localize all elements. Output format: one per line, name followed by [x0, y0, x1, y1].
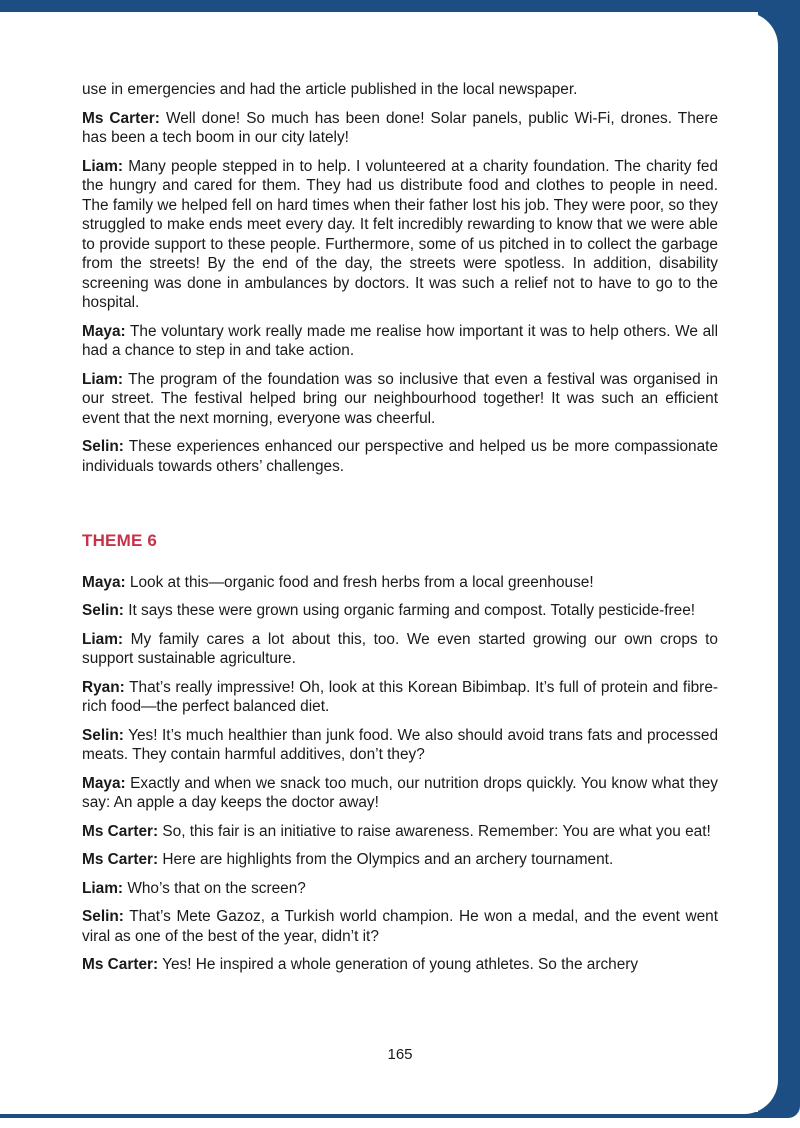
dialogue-text: That’s Mete Gazoz, a Turkish world champion. He won a medal, and the event went viral as one of the best of the year, didn’t it? — [82, 908, 718, 945]
page-content — [82, 80, 718, 984]
speaker-name: Liam: — [82, 879, 124, 897]
speaker-name: Ms Carter: — [82, 109, 160, 127]
theme-heading: THEME 6 — [82, 531, 158, 550]
speaker-name: Ms Carter: — [82, 822, 159, 840]
dialogue-line — [82, 109, 718, 148]
dialogue-line — [82, 573, 718, 593]
dialogue-line — [82, 774, 718, 813]
speaker-name: Selin: — [82, 602, 124, 619]
dialogue-text: It says these were grown using organic farming and compost. Totally pesticide-free! — [128, 602, 696, 619]
dialogue-text: My family cares a lot about this, too. We even started growing our own crops to support sustainable agriculture. — [82, 630, 718, 667]
dialogue-text: That’s really impressive! Oh, look at this Korean Bibimbap. It’s full of protein and fibre-rich food—the perfect balanced diet. — [82, 678, 718, 715]
dialogue-line — [82, 726, 718, 765]
dialogue-text: Yes! He inspired a whole generation of young athletes. So the archery — [162, 956, 639, 973]
speaker-name: Liam: — [82, 370, 124, 388]
speaker-name: Ryan: — [82, 678, 125, 696]
dialogue-text: Look at this—organic food and fresh herbs from a local greenhouse! — [129, 573, 594, 591]
dialogue-line — [82, 370, 718, 429]
speaker-name: Selin: — [82, 908, 124, 925]
speaker-name: Liam: — [82, 630, 124, 648]
speaker-name: Selin: — [82, 438, 124, 455]
dialogue-text: Well done! So much has been done! Solar panels, public Wi-Fi, drones. There has been a tech boom in our city lately! — [82, 109, 719, 146]
dialogue-text: Many people stepped in to help. I volunteered at a charity foundation. The charity fed the hungry and cared for them. They had us distribute food and clothes to people in need. The family we helped fell on hard times when their father lost his job. They were poor, so they struggled to make ends meet every day. It felt incredibly rewarding to know that we were able to provide support to these people. Furthermore, some of us pitched in to collect the garbage from the streets! By the end of the day, the streets were spotless. In addition, disability screening was done in ambulances by doctors. It was such a relief not to have to go to the hospital. — [82, 157, 718, 311]
dialogue-text: use in emergencies and had the article published in the local newspaper. — [82, 81, 578, 98]
page-frame-top — [0, 0, 800, 12]
dialogue-text: So, this fair is an initiative to raise awareness. Remember: You are what you eat! — [162, 822, 711, 840]
dialogue-text: Here are highlights from the Olympics and an archery tournament. — [162, 851, 614, 868]
dialogue-line — [82, 630, 718, 669]
dialogue-line — [82, 822, 718, 842]
speaker-name: Maya: — [82, 774, 126, 792]
dialogue-line — [82, 601, 718, 621]
dialogue-line — [82, 850, 718, 870]
dialogue-line — [82, 879, 718, 899]
page-number: 165 — [387, 1046, 413, 1063]
dialogue-line — [82, 322, 718, 361]
dialogue-line — [82, 80, 718, 100]
dialogue-line — [82, 907, 718, 946]
dialogue-text: The program of the foundation was so inclusive that even a festival was organised in our street. The festival helped bring our neighbourhood together! It was such an efficient event that the next morning, everyone was cheerful. — [82, 370, 718, 427]
dialogue-line — [82, 955, 718, 975]
dialogue-line — [82, 437, 718, 476]
dialogue-line — [82, 678, 718, 717]
dialogue-line — [82, 157, 718, 313]
speaker-name: Ms Carter: — [82, 956, 159, 973]
speaker-name: Ms Carter: — [82, 851, 159, 868]
dialogue-section-continued — [82, 80, 718, 476]
dialogue-text: Exactly and when we snack too much, our nutrition drops quickly. You know what they say: An apple a day keeps the doctor away! — [82, 774, 718, 811]
speaker-name: Liam: — [82, 157, 124, 175]
dialogue-text: Yes! It’s much healthier than junk food. We also should avoid trans fats and processed meats. They contain harmful additives, don’t they? — [82, 726, 719, 763]
dialogue-text: These experiences enhanced our perspective and helped us be more compassionate individuals towards others’ challenges. — [82, 438, 719, 475]
dialogue-text: The voluntary work really made me realise how important it was to help others. We all had a chance to step in and take action. — [82, 322, 719, 359]
dialogue-section-theme-6 — [82, 573, 718, 975]
dialogue-text: Who’s that on the screen? — [127, 879, 306, 897]
speaker-name: Maya: — [82, 573, 126, 591]
speaker-name: Selin: — [82, 726, 124, 744]
speaker-name: Maya: — [82, 322, 126, 340]
